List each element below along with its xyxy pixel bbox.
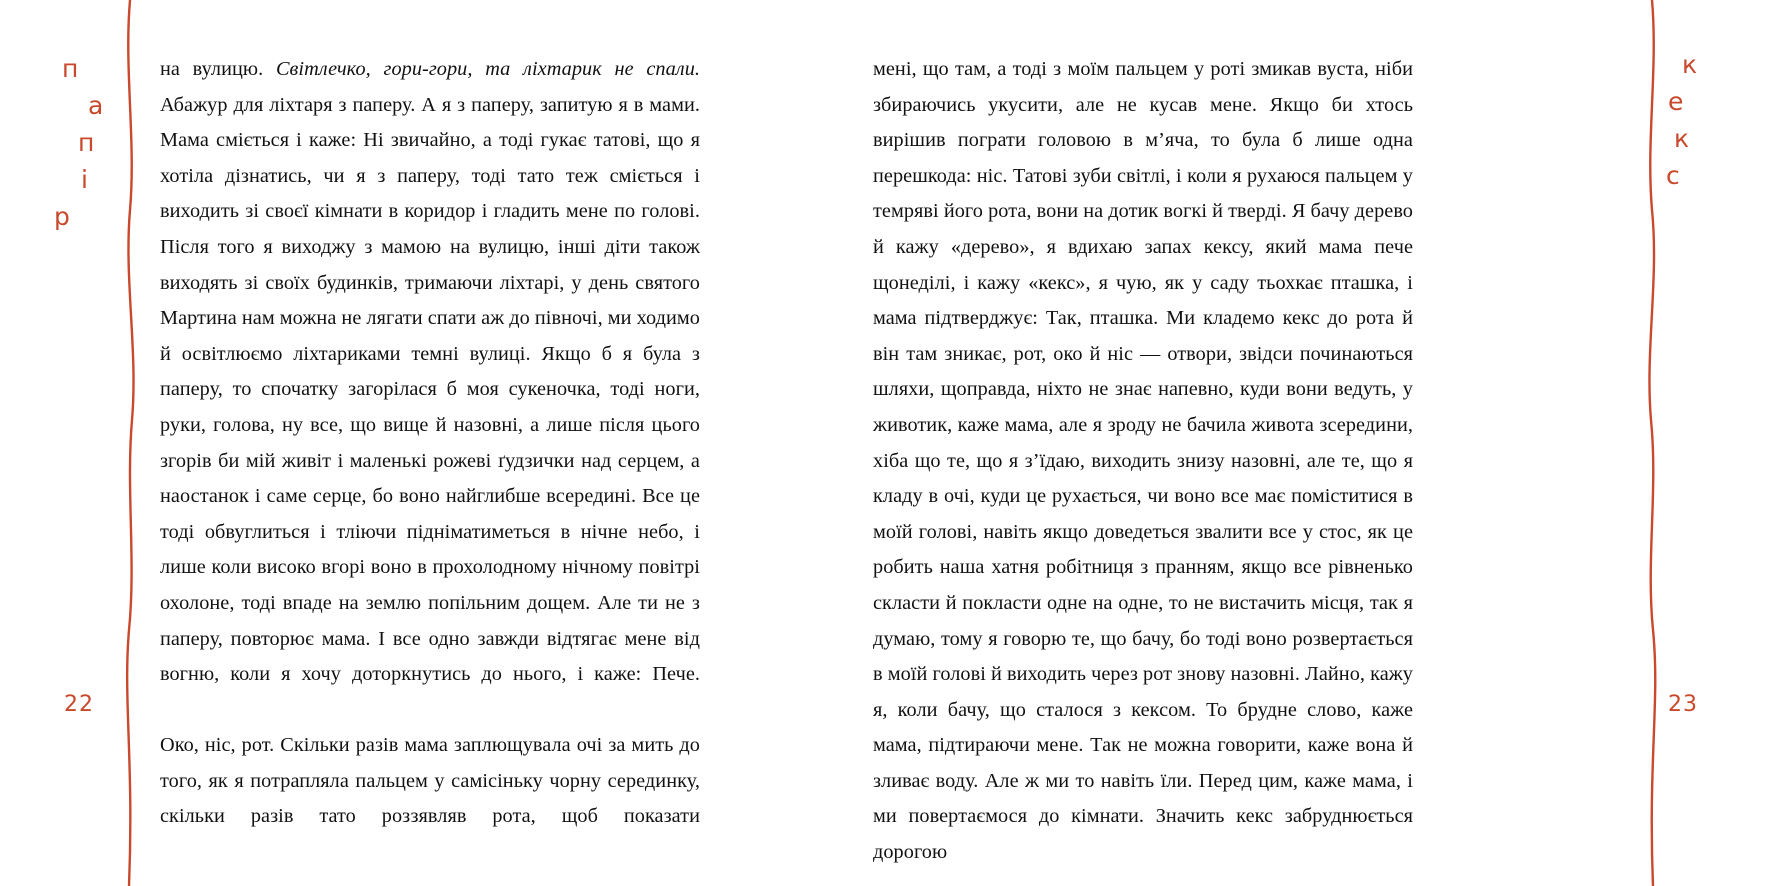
left-margin-letter: і [81,165,88,194]
left-margin-letter: п [62,54,79,83]
left-margin-letter: п [78,128,95,157]
right-margin-letter: к [1674,124,1690,153]
left-margin-letter: р [54,202,70,231]
text-run: Око, ніс, рот. Скільки разів мама заплющувала очі за мить до того, як я потрапляла пальцем у самісіньку чорну серединку, скільки разів тато роззявляв рота, щоб показати [160,734,700,828]
text-run: мені, що там, а тоді з моїм пальцем у роті змикав вуста, ніби збираючись укусити, але не кусав мене. Якщо би хтось вирішив пограти головою в м’яча, то була б лише одна перешкода: ніс. Татові зуби світлі, і коли я рухаюся пальцем у темряві його рота, вони на дотик вогкі й тверді. Я бачу дерево й кажу «дерево», я вдихаю запах кексу, який мама пече щонеділі, і кажу «кекс», я чую, як у саду тьохкає пташка, і мама підтверджує: Так, пташка. Ми кладемо кекс до рота й він там зникає, рот, око й ніс — отвори, звідси починаються шляхи, щоправда, ніхто не знає напевно, куди вони ведуть, у животик, каже мама, але я зроду не бачила живота зсередини, хіба що те, що я з’їдаю, виходить знизу назовні, але те, що я кладу в очі, куди це рухається, чи воно все має поміститися в моїй голові, навіть якщо доведеться звалити все у стос, як це робить наша хатня робітниця з пранням, якщо все рівненько скласти й покласти одне на одне, то не вистачить місця, так я думаю, тому я говорю те, що бачу, бо тоді воно розвертається в моїй голові й виходить через рот знову назовні. Лайно, кажу я, коли бачу, що сталося з кексом. То брудне слово, каже мама, підтираючи мене. Так не можна говорити, каже вона й зливає воду. Але ж ми то навіть їли. Перед цим, каже мама, і ми повертаємося до кімнати. Значить кекс забруднюється дорогою [873,58,1413,864]
page-number-right: 23 [1668,692,1698,717]
right-margin-letter: к [1682,50,1698,79]
left-margin-word [48,56,103,241]
right-page-text-column [873,52,1413,871]
right-margin-word [1660,52,1697,200]
text-run: на вулицю. [160,58,276,80]
paragraph [160,52,700,693]
right-margin-letter: е [1668,87,1684,116]
text-run: Абажур для ліхтаря з паперу. А я з паперу, запитую я в мами. Мама сміється і каже: Ні звичайно, а тоді гукає татові, що я хотіла дізнатись, чи я з паперу, тоді тато теж сміється і виходить зі своєї кімнати в коридор і гладить мене по голові. Після того я виходжу з мамою на вулицю, інші діти також виходять зі своїх будинків, тримаючи ліхтарі, у день святого Мартина нам можна не лягати спати аж до півночі, ми ходимо й освітлюємо ліхтариками темні вулиці. Якщо б я була з паперу, то спочатку загорілася б моя сукеночка, тоді ноги, руки, голова, ну все, що вище й назовні, а лише після цього згорів би мій живіт і маленькі рожеві ґудзички над серцем, а наостанок і саме серце, бо воно найглибше всередині. Все це тоді обвуглиться і тліючи підніматиметься в нічне небо, і лише коли високо вгорі воно в прохолодному нічному повітрі охолоне, тоді впаде на землю попільним дощем. Але ти не з паперу, повторює мама. І все одно завжди відтягає мене від вогню, коли я хочу доторкнутись до нього, і каже: Пече. [160,93,700,686]
paragraph [873,52,1413,871]
left-margin-letter: а [88,91,104,120]
left-page-text-column [160,52,700,835]
page-number-left: 22 [64,692,94,717]
italic-text-run: Світлечко, гори-гори, та ліхтарик не спали. [275,58,700,80]
right-margin-letter: с [1666,161,1680,190]
paragraph [160,728,700,835]
left-wavy-rule [112,0,152,886]
